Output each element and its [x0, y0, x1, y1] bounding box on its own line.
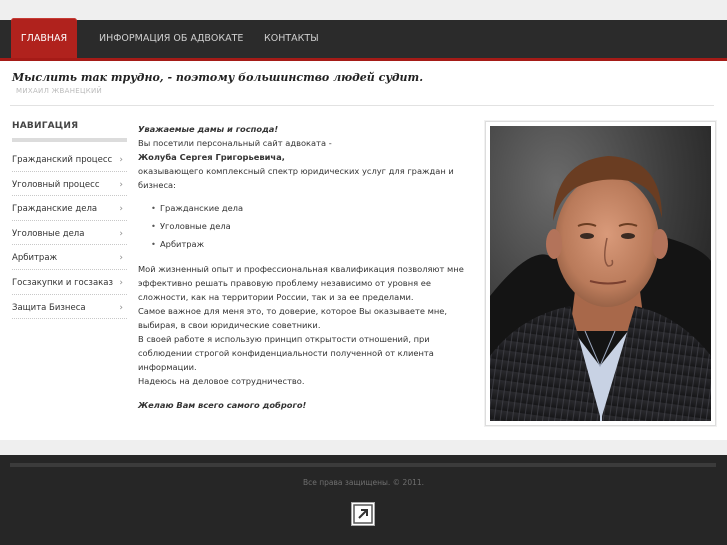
chevron-right-icon: › [119, 277, 123, 288]
nav-item-about-lawyer[interactable]: ИНФОРМАЦИЯ ОБ АДВОКАТЕ [99, 33, 244, 44]
sidebar-item-procurement[interactable] [12, 270, 127, 295]
portrait-image [490, 126, 711, 421]
top-navigation [0, 20, 727, 61]
lawyer-name: Жолуба Сергея Григорьевича, [138, 152, 285, 162]
services-intro: оказывающего комплексный спектр юридических услуг для граждан и бизнеса: [138, 166, 454, 190]
sidebar-item-arbitration[interactable] [12, 245, 127, 270]
nav-item-contacts[interactable]: КОНТАКТЫ [264, 33, 319, 44]
list-item: • Уголовные дела [138, 218, 468, 236]
divider [10, 105, 714, 106]
content-text [138, 122, 468, 412]
chevron-right-icon: › [119, 155, 123, 165]
chevron-right-icon: › [119, 204, 123, 215]
sidebar-item-civil-cases[interactable] [12, 196, 127, 221]
sidebar-item-business-protection[interactable] [12, 295, 127, 320]
footer-copyright: Все права защищены. © 2011. [302, 478, 425, 487]
paragraph-trust: Самое важное для меня это, то доверие, которое Вы оказываете мне, выбирая, в свои юридические советники. [138, 306, 448, 330]
sidebar-title-underline [12, 138, 127, 142]
sidebar-item-label: Защита Бизнеса [12, 302, 86, 313]
intro-line: Вы посетили персональный сайт адвоката - [138, 138, 332, 148]
paragraph-experience: Мой жизненный опыт и профессиональная квалификация позволяют мне эффективно решать правовую проблему независимо от уровня ее сложности, как на территории России, так и за ее пределами. [138, 264, 464, 302]
sidebar-item-criminal-process[interactable] [12, 172, 127, 197]
sidebar-item-criminal-cases[interactable] [12, 221, 127, 246]
sidebar-item-label: Госзакупки и госзаказ [12, 277, 114, 288]
chevron-right-icon: › [119, 302, 123, 313]
footer-divider [10, 463, 716, 467]
sidebar-item-label: Гражданские дела [12, 204, 98, 215]
chevron-right-icon: › [119, 179, 123, 190]
chevron-right-icon: › [119, 253, 123, 264]
main-content [0, 61, 727, 440]
paragraph-cooperation: Надеюсь на деловое сотрудничество. [138, 376, 305, 386]
services-list [138, 200, 468, 254]
sidebar-item-civil-process[interactable] [12, 147, 127, 172]
nav-item-home[interactable]: ГЛАВНАЯ [11, 18, 77, 58]
chevron-right-icon: › [119, 228, 123, 239]
quote-text: Мыслить так трудно, - поэтому большинство людей судит. [12, 71, 424, 84]
sidebar-nav [12, 147, 127, 319]
sidebar-title: НАВИГАЦИЯ [12, 121, 79, 131]
greeting: Уважаемые дамы и господа! [138, 124, 279, 134]
external-link-icon[interactable] [351, 502, 375, 526]
quote-author: МИХАИЛ ЖВАНЕЦКИЙ [16, 87, 103, 95]
sidebar-item-label: Арбитраж [12, 253, 58, 264]
sidebar-item-label: Уголовный процесс [12, 179, 100, 190]
sidebar-item-label: Уголовные дела [12, 228, 85, 239]
footer [0, 455, 727, 545]
list-item: • Арбитраж [138, 236, 468, 254]
closing-line: Желаю Вам всего самого доброго! [138, 400, 307, 410]
paragraph-openness: В своей работе я использую принцип открытости отношений, при соблюдении строгой конфиденциальности полученной от клиента информации. [138, 334, 434, 372]
lawyer-photo [485, 121, 716, 426]
sidebar-item-label: Гражданский процесс [12, 155, 113, 165]
list-item: • Гражданские дела [138, 200, 468, 218]
